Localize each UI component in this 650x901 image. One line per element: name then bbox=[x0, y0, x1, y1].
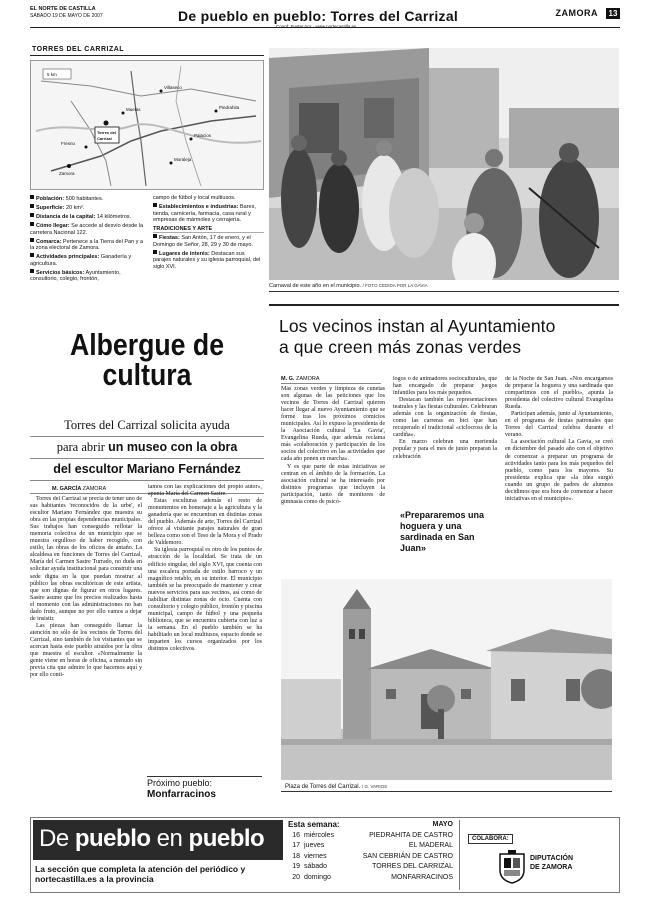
svg-text:Carrizal: Carrizal bbox=[97, 136, 112, 141]
info-item: Establecimientos e industrias: Bares, tienda, carnicería, farmacia, casa rural y empresas de mármoles y cerrajería. bbox=[153, 204, 256, 223]
sponsor-line-1: DIPUTACIÓN bbox=[530, 855, 574, 862]
svg-text:Muelas: Muelas bbox=[126, 107, 141, 112]
town-info-box bbox=[30, 44, 264, 314]
week-label: Esta semana: bbox=[288, 820, 340, 829]
month-label: MAYO bbox=[432, 821, 453, 828]
photo-credit: / FOTO CEDIDA POR LA GAVIA bbox=[362, 283, 428, 288]
article-paragraph: Más zonas verdes y limpieza de cunetas son algunas de las peticiones que los vecinos de Torres del Carrizal quieren hacer llegar al nuevo Ayuntamiento que se forme tras los próximos comicios municipales. Así lo expuso la presidenta de la Asociación cultural 'La Gavia', Evangelina Rueda, que además reclama más «colaboración y participación de los socios del colectivo en las actividades que cada año ponen en marcha». bbox=[281, 386, 385, 463]
sponsor-line-2: DE ZAMORA bbox=[530, 864, 573, 871]
article-paragraph: Y es que parte de estas iniciativas se centran en el ámbito de la formación. La asociación cultural se ha interesado por distintos programas que incluyen la participación, tanto de monitores de gimnasia como de psicó- bbox=[281, 463, 385, 505]
carnival-photo-caption bbox=[269, 282, 619, 292]
info-item: Cómo llegar: Se accede al desvío desde la carretera Nacional 122. bbox=[30, 223, 144, 236]
svg-text:Palacios: Palacios bbox=[194, 133, 212, 138]
info-item: Superficie: 20 km². bbox=[30, 204, 148, 212]
article-paragraph: Participan además, junto al Ayuntamiento, en el programa de fiestas patronales que Torres del Carrizal celebra durante el verano. bbox=[505, 411, 613, 439]
info-box-title: TORRES DEL CARRIZAL bbox=[30, 44, 264, 56]
svg-text:Fresno: Fresno bbox=[61, 141, 76, 146]
author-name: M. G. bbox=[281, 376, 295, 382]
author-place: ZAMORA bbox=[82, 486, 107, 492]
article-headline bbox=[46, 327, 247, 392]
author-name: M. GARCÍA bbox=[52, 486, 82, 492]
svg-text:5 km: 5 km bbox=[47, 72, 57, 77]
photo-caption-text: Plaza de Torres del Carrizal. bbox=[285, 784, 361, 790]
info-list-left bbox=[30, 195, 148, 284]
article-column bbox=[30, 496, 142, 801]
svg-text:Moraleja: Moraleja bbox=[174, 157, 192, 162]
section-tagline: La sección que completa la atención del periódico y nortecastilla.es a la provincia bbox=[35, 864, 246, 884]
right-article-byline bbox=[281, 375, 381, 384]
weekly-schedule bbox=[288, 820, 453, 883]
sponsor-box bbox=[459, 820, 617, 890]
subheadline-line-1: Torres del Carrizal solicita ayuda bbox=[30, 415, 264, 437]
info-item: campo de fútbol y local multiusos. bbox=[153, 195, 236, 201]
plaza-photo-caption bbox=[281, 781, 612, 792]
schedule-row: 17 jueves EL MADERAL bbox=[292, 842, 453, 849]
next-town-box bbox=[147, 776, 262, 801]
headline-line-1: Albergue de bbox=[69, 327, 225, 362]
info-item: Distancia de la capital: 14 kilómetros. bbox=[30, 213, 148, 221]
masthead bbox=[30, 6, 620, 28]
article-paragraph: La asociación cultural La Gavia, se creó en diciembre del pasado año con el objetivo de comenzar a preparar un programa de actividades tanto para los más pequeños del pueblo, como para los mayores. Su presidenta explica que «la idea surgió cuando un grupo de padres de alumnos decidimos que era hora de comenzar a hacer iniciativas en el municipio». bbox=[505, 439, 613, 502]
traditions-heading: TRADICIONES Y ARTE bbox=[153, 226, 264, 234]
region-label: ZAMORA bbox=[555, 8, 598, 18]
info-item: Fiestas: San Antón, 17 de enero, y el Domingo de Señor, 28, 29 y 30 de mayo. bbox=[153, 235, 253, 248]
page-number: 13 bbox=[606, 8, 620, 19]
info-item: Población: 500 habitantes. bbox=[30, 195, 148, 203]
section-brand bbox=[33, 820, 283, 860]
schedule-row: 16 miércoles PIEDRAHITA DE CASTRO bbox=[292, 831, 453, 839]
svg-text:Villaseco: Villaseco bbox=[164, 85, 182, 90]
info-item: Lugares de interés: Destacan sus parajes naturales y su iglesia parroquial, del siglo XVI. bbox=[153, 250, 261, 270]
location-map bbox=[30, 60, 264, 190]
brand-part: en bbox=[150, 825, 189, 852]
article-paragraph: Destacan también las representaciones teatrales y las fiestas culturales. Celebraran además con la organización de fiestas, como las carreras en bici que han recuperado el tradicional «ciclocross de la cardiña». bbox=[393, 397, 497, 439]
newspaper-name: EL NORTE DE CASTILLA bbox=[30, 6, 96, 12]
article-subheadline bbox=[30, 415, 264, 481]
info-item: Comarca: Pertenece a la Tierra del Pan y a la zona electoral de Zamora. bbox=[30, 238, 144, 251]
sponsor-name bbox=[530, 854, 573, 872]
map-icon bbox=[31, 61, 264, 190]
author-place: ZAMORA bbox=[295, 376, 320, 382]
article-paragraph: Su iglesia parroquial es otro de los puntos de atracción de la localidad. Se trata de un edificio singular, del siglo XVI, que cuenta con una escalera portada de estilo barroco y un magnífico retablo, en su interior. El municipio también se ha preocupado de mantener y crear nuevos servicios para sus vecinos, así como de habilitar distintas zonas de ocio. Cuenta con consultorio y colegio público, frontón y piscina municipal, campo de fútbol y una pequeña biblioteca, que se encuentra cubierta con luz a la semana. En el pueblo también se ha habilitado un local multiusos, espacio donde se imparten los cursos organizados por los distintos colectivos. bbox=[148, 547, 262, 653]
info-list-right bbox=[153, 195, 264, 272]
photo-caption-text: Carnaval de este año en el municipio. bbox=[269, 283, 362, 289]
schedule-row: 20 domingo MONFARRACINOS bbox=[292, 873, 453, 881]
right-article-headline bbox=[279, 316, 609, 358]
article-paragraph: de la Noche de San Juan. «Nos encargamos de preparar la hoguera y una sardinada que compartimos con el pueblo», apunta la presidenta del colectivo cultural Evangelina Rueda. bbox=[505, 376, 613, 411]
section-credit: Coord: Fuster.ncs · www.nortecastilla.es bbox=[276, 24, 357, 29]
svg-text:Zamora: Zamora bbox=[59, 171, 75, 176]
headline-line-2: a que creen más zonas verdes bbox=[279, 337, 522, 357]
pull-quote: «Prepararemos una hoguera y una sardinada en San Juan» bbox=[400, 510, 485, 553]
issue-date: SÁBADO 19 DE MAYO DE 2007 bbox=[30, 13, 103, 19]
article-column bbox=[281, 386, 385, 574]
headline-line-2: cultura bbox=[102, 357, 192, 392]
article-paragraph: Estas esculturas además el resto de monumentos en homenaje a la agricultura y la ganadería que se encuentran en distintas zonas del pueblo. Además de arte, Torres del Carrizal ofrece al visitante parajes naturales de gran belleza como son el Teso de la Mora y el Prado de Valdemoro. bbox=[148, 498, 262, 547]
coat-of-arms-icon bbox=[498, 850, 526, 884]
plaza-photo bbox=[281, 579, 612, 780]
article-column bbox=[148, 484, 262, 772]
section-footer bbox=[30, 817, 620, 893]
next-town-name: Monfarracinos bbox=[147, 789, 216, 800]
article-paragraph: logos o de animadores socioculturales, que han encargado de preparar juegos infantiles para los más pequeños. bbox=[393, 376, 497, 397]
schedule-row: 19 sábado TORRES DEL CARRIZAL bbox=[292, 863, 453, 870]
subheadline-line-3: del escultor Mariano Fernández bbox=[53, 462, 241, 476]
article-column bbox=[505, 376, 613, 574]
schedule-row: 18 viernes SAN CEBRIÁN DE CASTRO bbox=[292, 852, 453, 860]
brand-part: pueblo bbox=[188, 825, 265, 852]
colabora-label: COLABORA: bbox=[468, 834, 513, 844]
headline-line-1: Los vecinos instan al Ayuntamiento bbox=[279, 316, 556, 336]
brand-part: De bbox=[39, 825, 75, 852]
article-column bbox=[393, 376, 497, 506]
info-item: Servicios básicos: Ayuntamiento, consultorio, colegio, frontón, bbox=[30, 269, 121, 282]
article-paragraph: Torres del Carrizal se precia de tener uno de sus habitantes 'reconocidos de la urbe', el escultor Mariano Fernández que muestra su obra en las propias dependencias municipales. Sus trabajos han conseguido reflotar la memoria colectiva de un municipio que se muestra orgulloso de haber recogido, con estilo, las obras de los oficios de antaño. La alcaldesa en funciones de Torres del Carrizal, María del Carmen Sastre Turrado, no duda en solicitar ayuda institucional para construir una sede digna en la que puedan mostrar al público las obras escultóricas de este artista, que son dignas de figurar en otros lugares. Sastre asume que los precios realizados hasta el momento con las administraciones no han dado fruto, aunque no por ello vamos a dejar de insistir. bbox=[30, 496, 142, 622]
photo-credit: / G. VARIOS bbox=[361, 784, 388, 789]
svg-text:Torres del: Torres del bbox=[97, 130, 117, 135]
info-item: Actividades principales: Ganadería y agricultura. bbox=[30, 254, 132, 267]
next-town-label: Próximo pueblo: bbox=[147, 776, 262, 789]
subheadline-line-2: para abrir un museo con la obra bbox=[30, 437, 264, 459]
article-paragraph: Las piezas han conseguido llamar la atención no sólo de los vecinos de Torres del Carrizal, sino también de los visitantes que se acercan hasta este pueblo atraídos por la obra que muestra el escultor. «Normalmente la gente viene en horas de oficina, a menudo sin previa cita que admire lo que hacemos aquí y por ello conti- bbox=[30, 622, 142, 679]
svg-text:Piedrahita: Piedrahita bbox=[219, 105, 240, 110]
brand-part: pueblo bbox=[74, 825, 151, 852]
carnival-photo bbox=[269, 48, 619, 280]
article-paragraph: En marzo celebran una merienda popular y para el mes de junio preparan la celebración bbox=[393, 439, 497, 460]
article-paragraph: tamos con las explicaciones del propio autor», apunta María del Carmen Sastre. bbox=[148, 484, 262, 498]
section-title: De pueblo en pueblo: Torres del Carrizal bbox=[178, 8, 459, 24]
